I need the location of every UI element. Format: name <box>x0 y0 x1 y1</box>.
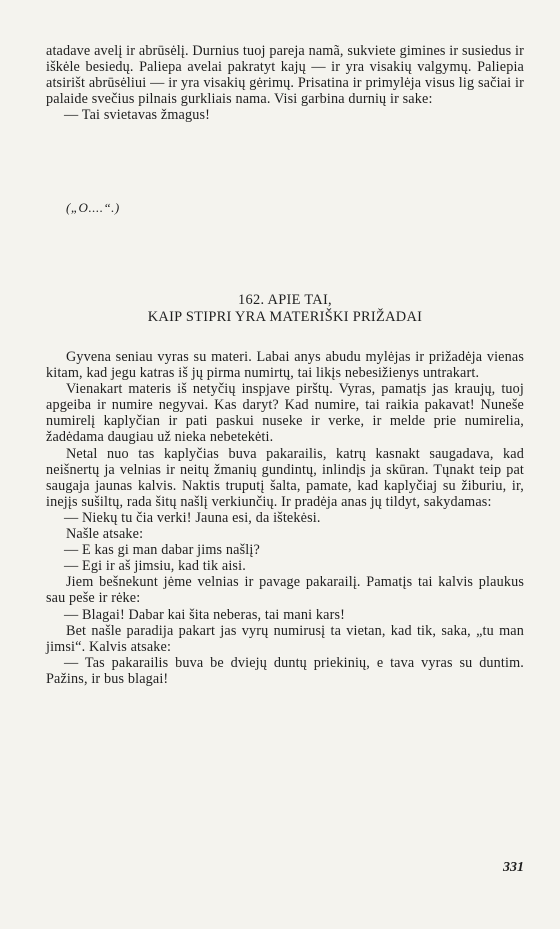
page-number: 331 <box>503 860 524 875</box>
paragraph: Gyvena seniau vyras su materi. Labai anys abudu mylėjas ir prižadėja vienas kitam, kad jegu katras iš jų pirma numirtų, tai likįs nebesižienys untrakart. <box>46 349 524 382</box>
paragraph: atadave avelį ir abrūsėlį. Durnius tuoj pareja namã, sukviete gimines ir susiedus ir iškėle besiedų. Paliepa avelai pakratyt kajų — ir yra visakių valgymų. Paliepia atsirišt abrūsėliui — ir yra visakių gėrimų. Prisatina ir primylėja visus lig sačiai ir palaide svečius pilnais gurkliais nama. Visi garbina durnių ir sake: <box>46 43 524 108</box>
paragraph: Bet našle paradija pakart jas vyrų numirusį ta vietan, kad tik, saka, „tu man jimsi“. Kalvis atsake: <box>46 622 524 655</box>
paragraph: Našle atsake: <box>66 526 144 543</box>
dialogue-line: — Tai svietavas žmagus! <box>64 107 211 124</box>
story-body <box>46 349 524 687</box>
paragraph: Jiem bešnekunt jėme velnias ir pavage pakarailį. Pamatįs tai kalvis plaukus sau peše ir rėke: <box>46 574 524 607</box>
dialogue-line: — Niekų tu čia verki! Jauna esi, da ištekėsi. <box>64 509 321 526</box>
paragraph: Netal nuo tas kaplyčias buva pakarailis, katrų kasnakt saugadava, kad neišnertų ja velnias ir neitų žmanių gundintų, inlindįs ja skūran. Tųnakt teip pat saugaja jaunas kalvis. Naktis truputį šalta, pamate, kad kaplyčiaj su žiburiu, ir, inejįs sušiltų, rada šitų našlį verkiunčių. Ir pradėja anas jų tildyt, sakydamas: <box>46 445 524 510</box>
source-note: („O....“.) <box>66 200 120 215</box>
paragraph: Vienakart materis iš netyčių inspjave pirštų. Vyras, pamatįs jas kraujų, tuoj apgeiba ir numire negyvai. Kas daryt? Kad numire, tai raikia pakavat! Nuneše numirelį kaplyčian ir pati paskui nuseke ir verke, ir melde prie numirelia, žadėdama daugiau už nieka nebetekėti. <box>46 381 524 446</box>
story-title-line-2: KAIP STIPRI YRA MATERIŠKI PRIŽADAI <box>147 309 423 325</box>
dialogue-line: — Tas pakarailis buva be dviejų duntų priekinių, e tava vyras su duntim. Pažins, ir bus blagai! <box>46 654 524 687</box>
previous-story-ending <box>46 43 524 123</box>
dialogue-line: — Blagai! Dabar kai šita neberas, tai mani kars! <box>64 606 345 623</box>
dialogue-line: — E kas gi man dabar jims našlį? <box>64 542 260 559</box>
dialogue-line: — Egi ir aš jimsiu, kad tik aisi. <box>64 558 246 575</box>
story-title <box>46 292 524 326</box>
story-title-line-1: 162. APIE TAI, <box>238 292 332 308</box>
